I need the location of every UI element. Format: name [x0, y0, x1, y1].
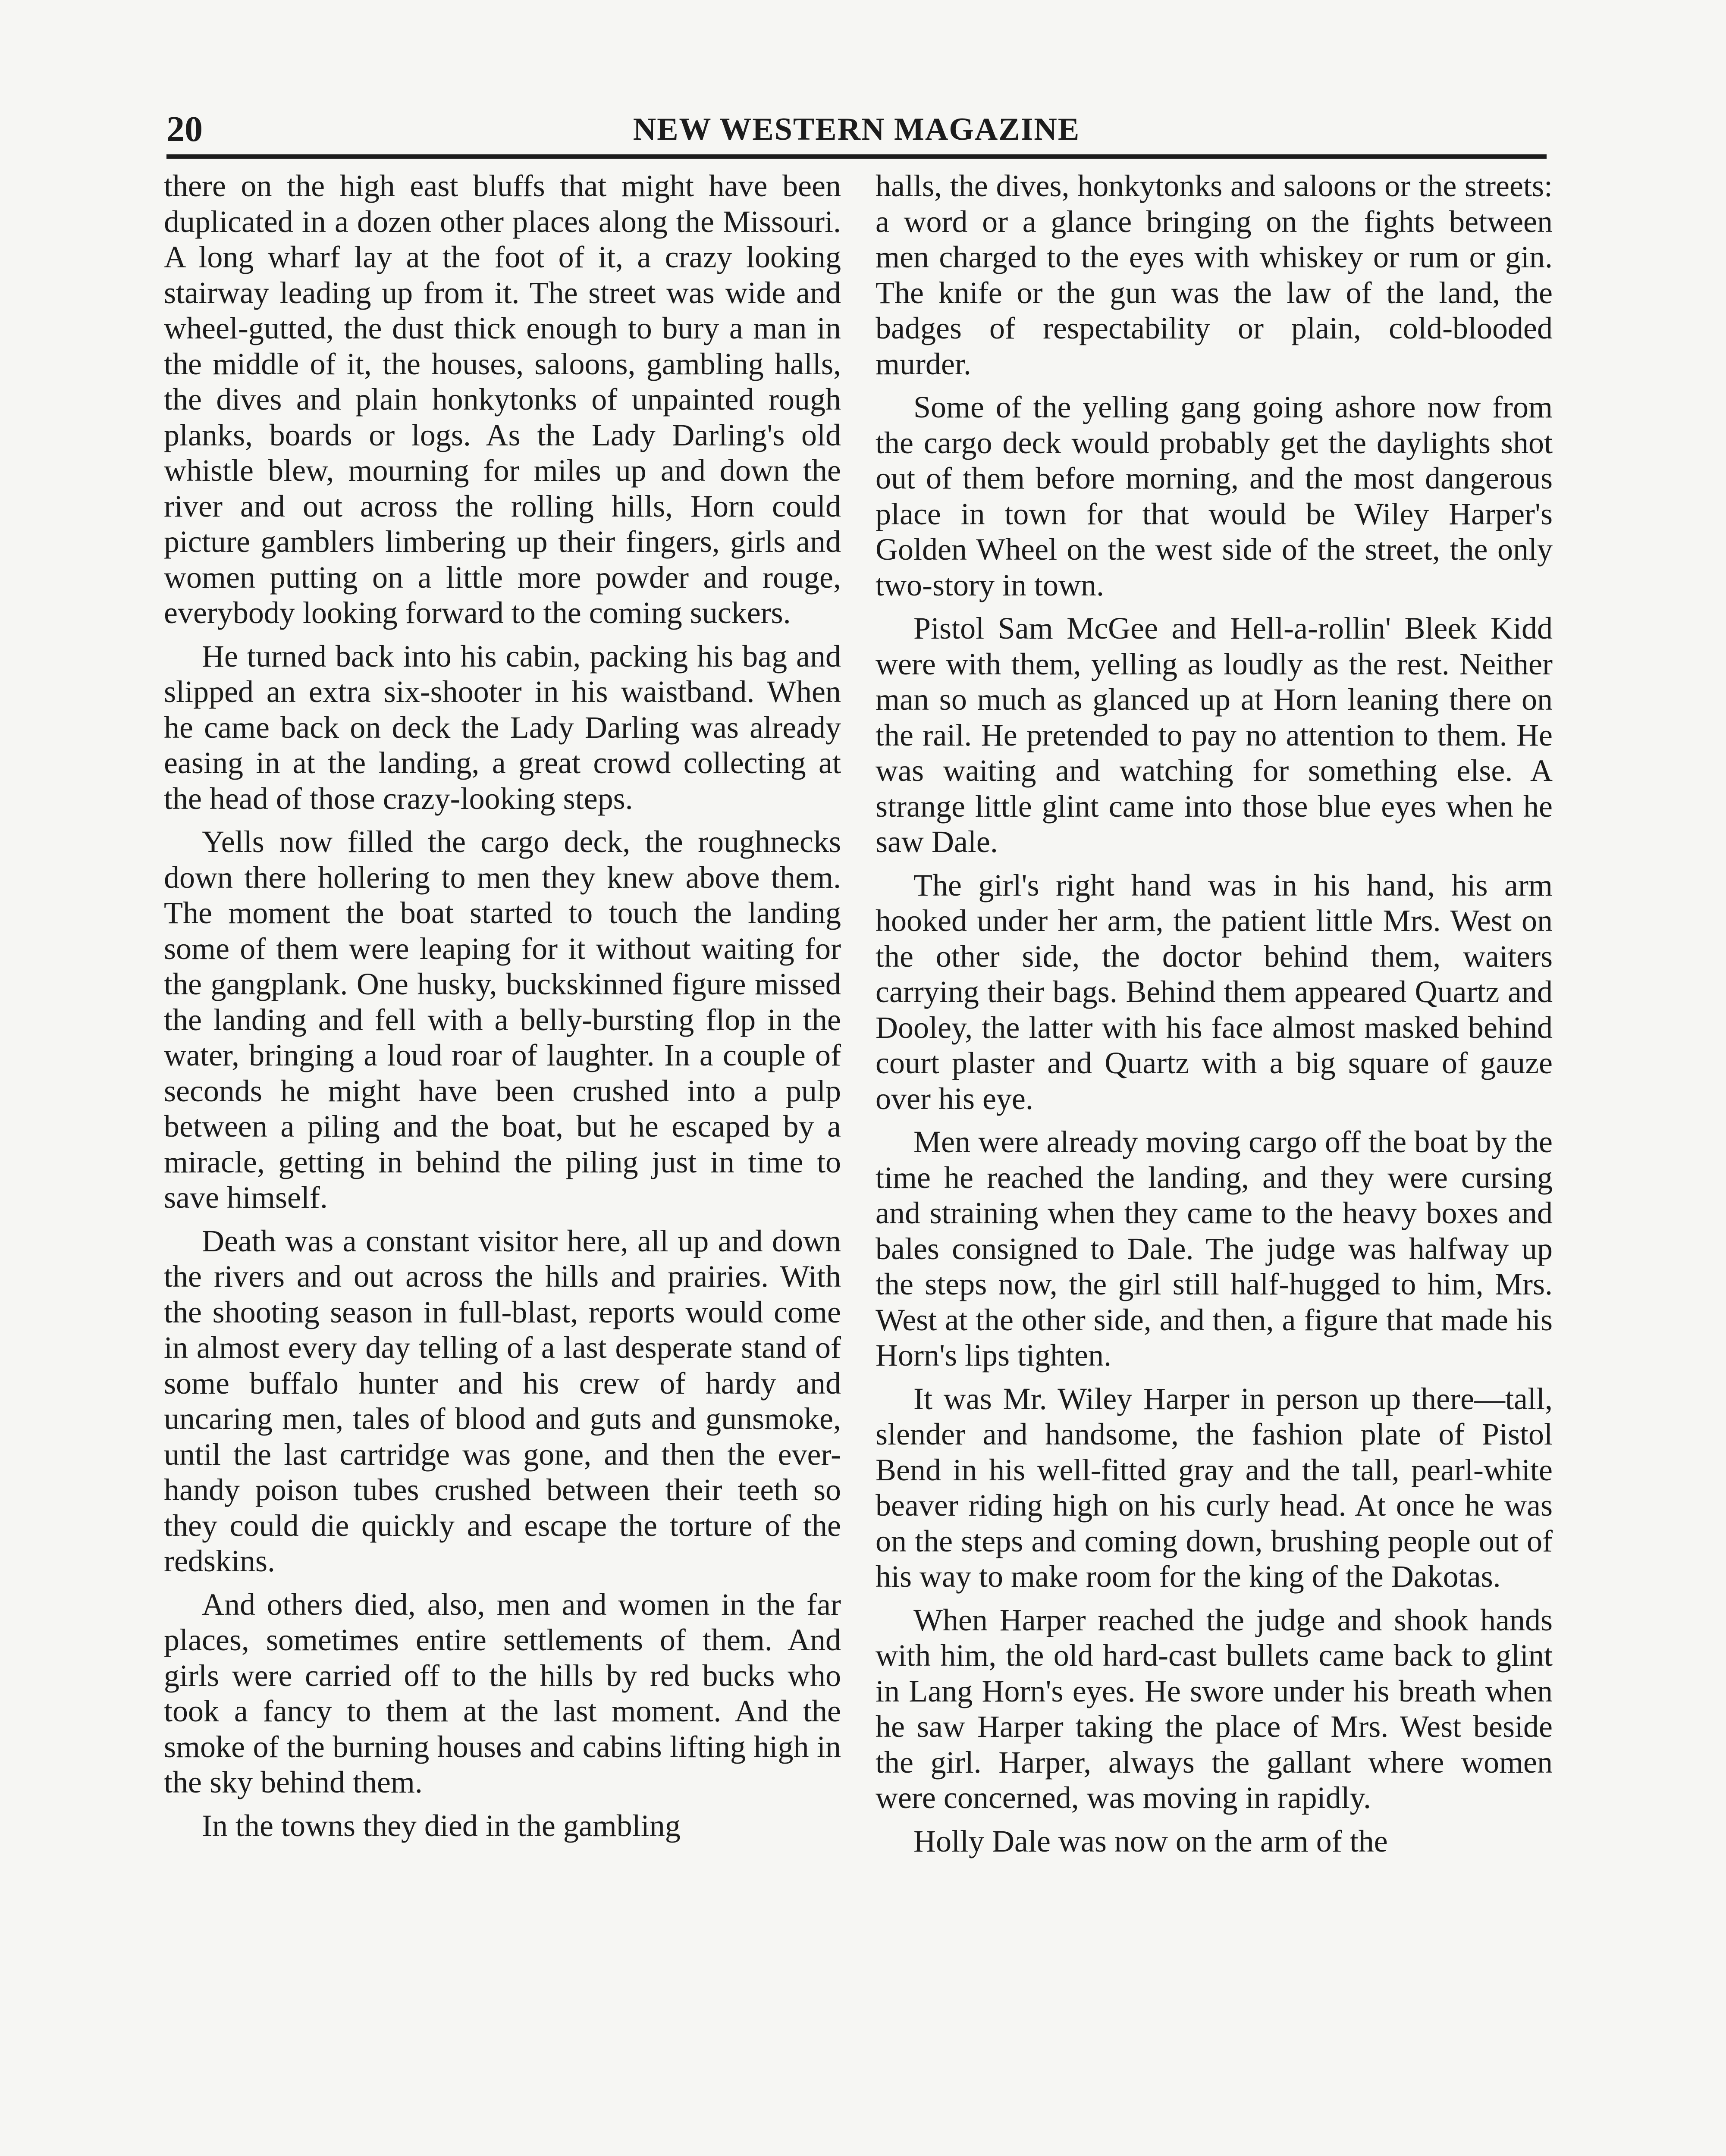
paragraph: And others died, also, men and women in the far places, sometimes entire settlements of them. And girls were carried off to the hills by red bucks who took a fancy to them at the last moment. And the smoke of the burning houses and cabins lifting high in the sky behind them.: [164, 1587, 841, 1799]
paragraph: It was Mr. Wiley Harper in person up there—tall, slender and handsome, the fashion plate of Pistol Bend in his well-fitted gray and the tall, pearl-white beaver riding high on his curly head. At once he was on the steps and coming down, brushing people out of his way to make room for the king of the Dakotas.: [876, 1381, 1553, 1594]
page-number: 20: [166, 109, 203, 149]
paragraph: Men were already moving cargo off the boat by the time he reached the landing, and they were cursing and straining when they came to the heavy boxes and bales consigned to Dale. The judge was halfway up the steps now, the girl still half-hugged to him, Mrs. West at the other side, and then, a figure that made his Horn's lips tighten.: [876, 1125, 1553, 1373]
paragraph: halls, the dives, honkytonks and saloons or the streets: a word or a glance bringing on the fights between men charged to the eyes with whiskey or rum or gin. The knife or the gun was the law of the land, the badges of respectability or plain, cold-blooded murder.: [876, 169, 1553, 381]
paragraph: Pistol Sam McGee and Hell-a-rollin' Bleek Kidd were with them, yelling as loudly as the rest. Neither man so much as glanced up at Horn leaning there on the rail. He pretended to pay no attention to them. He was waiting and watching for something else. A strange little glint came into those blue eyes when he saw Dale.: [876, 611, 1553, 859]
right-column: [876, 168, 1553, 1867]
paragraph: there on the high east bluffs that might have been duplicated in a dozen other places along the Missouri. A long wharf lay at the foot of it, a crazy looking stairway leading up from it. The street was wide and wheel-gutted, the dust thick enough to bury a man in the middle of it, the houses, saloons, gambling halls, the dives and plain honkytonks of unpainted rough planks, boards or logs. As the Lady Darling's old whistle blew, mourning for miles up and down the river and out across the rolling hills, Horn could picture gamblers limbering up their fingers, girls and women putting on a little more powder and rouge, everybody looking forward to the coming suckers.: [164, 169, 841, 630]
paragraph: Yells now filled the cargo deck, the roughnecks down there hollering to men they knew above them. The moment the boat started to touch the landing some of them were leaping for it without waiting for the gangplank. One husky, buckskinned figure missed the landing and fell with a belly-bursting flop in the water, bringing a loud roar of laughter. In a couple of seconds he might have been crushed into a pulp between a piling and the boat, but he escaped by a miracle, getting in behind the piling just in time to save himself.: [164, 824, 841, 1215]
page-header: [166, 106, 1547, 153]
paragraph: When Harper reached the judge and shook hands with him, the old hard-cast bullets came back to glint in Lang Horn's eyes. He swore under his breath when he saw Harper taking the place of Mrs. West beside the girl. Harper, always the gallant where women were concerned, was moving in rapidly.: [876, 1602, 1553, 1815]
paragraph: Death was a constant visitor here, all up and down the rivers and out across the hills and prairies. With the shooting season in full-blast, reports would come in almost every day telling of a last desperate stand of some buffalo hunter and his crew of hardy and uncaring men, tales of blood and guts and gunsmoke, until the last cartridge was gone, and then the ever-handy poison tubes crushed between their teeth so they could die quickly and escape the torture of the redskins.: [164, 1223, 841, 1578]
paragraph: Some of the yelling gang going ashore now from the cargo deck would probably get the daylights shot out of them before morning, and the most dangerous place in town for that would be Wiley Harper's Golden Wheel on the west side of the street, the only two-story in town.: [876, 390, 1553, 602]
paragraph: He turned back into his cabin, packing his bag and slipped an extra six-shooter in his waistband. When he came back on deck the Lady Darling was already easing in at the landing, a great crowd collecting at the head of those crazy-looking steps.: [164, 639, 841, 816]
running-head: NEW WESTERN MAGAZINE: [633, 112, 1080, 147]
header-rule: [166, 154, 1547, 159]
paragraph: Holly Dale was now on the arm of the: [913, 1824, 1388, 1858]
paragraph: The girl's right hand was in his hand, his arm hooked under her arm, the patient little Mrs. West on the other side, the doctor behind them, waiters carrying their bags. Behind them appeared Quartz and Dooley, the latter with his face almost masked behind court plaster and Quartz with a big square of gauze over his eye.: [876, 868, 1553, 1116]
paragraph: In the towns they died in the gambling: [202, 1808, 681, 1843]
left-column: [164, 168, 841, 1851]
